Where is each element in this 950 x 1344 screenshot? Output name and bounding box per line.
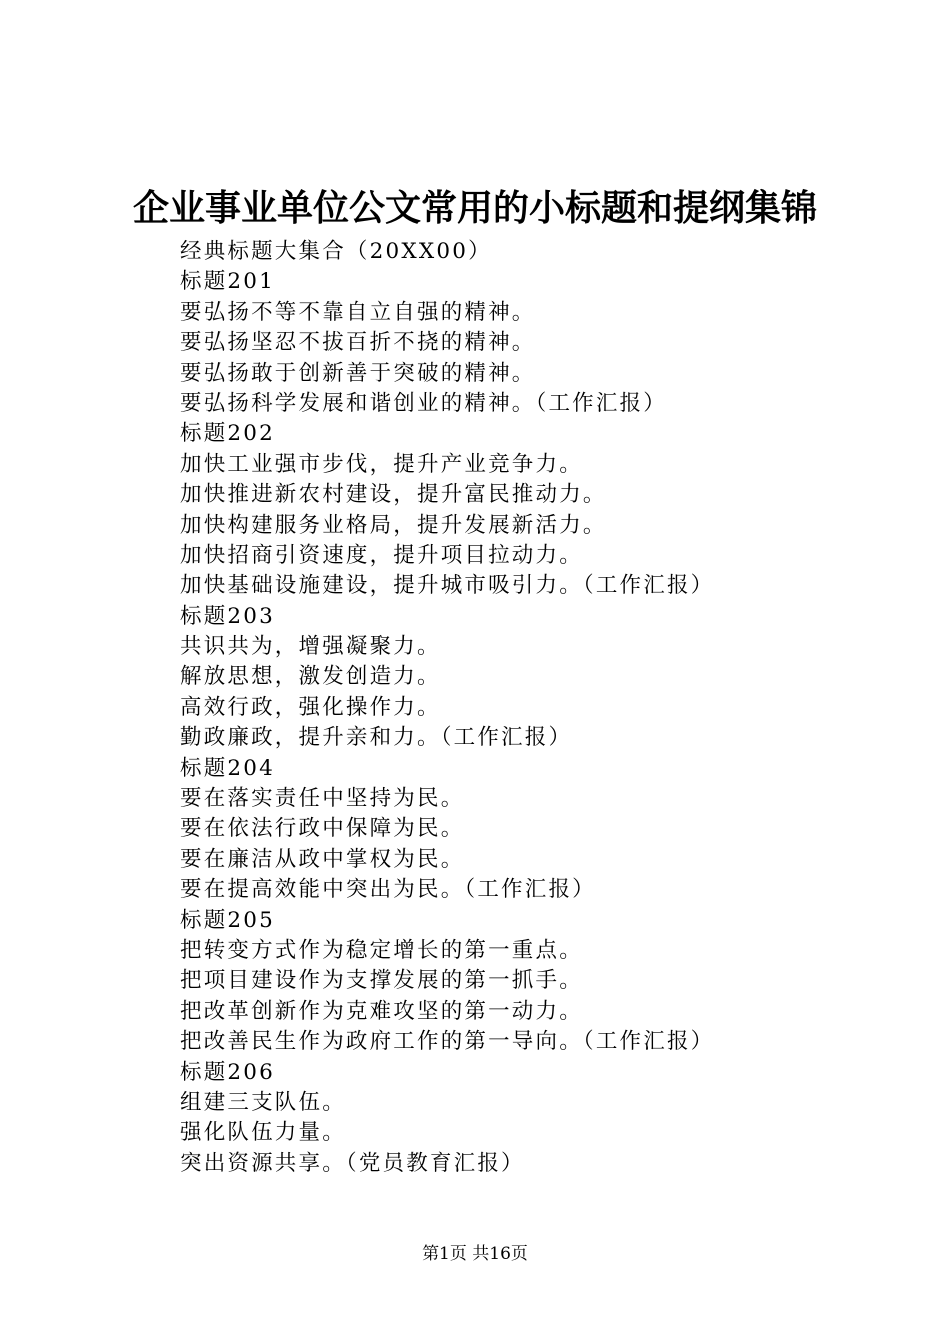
body-line: 把转变方式作为稳定增长的第一重点。 xyxy=(180,937,583,963)
body-line: 把改革创新作为克难攻坚的第一动力。 xyxy=(180,998,583,1024)
document-body xyxy=(180,237,920,1179)
body-line: 把改善民生作为政府工作的第一导向。（工作汇报） xyxy=(180,1029,715,1055)
body-line: 加快工业强市步伐，提升产业竞争力。 xyxy=(180,451,583,477)
body-line: 加快推进新农村建设，提升富民推动力。 xyxy=(180,482,607,508)
section-heading: 标题204 xyxy=(180,755,276,781)
body-line: 要弘扬不等不靠自立自强的精神。 xyxy=(180,299,536,325)
body-line: 要在依法行政中保障为民。 xyxy=(180,816,465,842)
body-line: 经典标题大集合（20XX00） xyxy=(180,239,492,264)
body-line: 要弘扬坚忍不拔百折不挠的精神。 xyxy=(180,330,536,356)
body-line: 加快构建服务业格局，提升发展新活力。 xyxy=(180,512,607,538)
body-line: 高效行政，强化操作力。 xyxy=(180,694,441,720)
body-line: 强化队伍力量。 xyxy=(180,1120,346,1146)
section-heading: 标题201 xyxy=(180,269,276,295)
body-line: 要弘扬科学发展和谐创业的精神。（工作汇报） xyxy=(180,390,667,416)
body-line: 把项目建设作为支撑发展的第一抓手。 xyxy=(180,968,583,994)
body-line: 共识共为，增强凝聚力。 xyxy=(180,634,441,660)
body-line: 解放思想，激发创造力。 xyxy=(180,664,441,690)
body-line: 要在落实责任中坚持为民。 xyxy=(180,786,465,812)
body-line: 突出资源共享。（党员教育汇报） xyxy=(180,1150,525,1176)
body-line: 要在提高效能中突出为民。（工作汇报） xyxy=(180,877,596,903)
body-line: 加快基础设施建设，提升城市吸引力。（工作汇报） xyxy=(180,573,715,599)
document-title: 企业事业单位公文常用的小标题和提纲集锦 xyxy=(132,187,817,229)
section-heading: 标题206 xyxy=(180,1059,276,1085)
body-line: 要弘扬敢于创新善于突破的精神。 xyxy=(180,360,536,386)
body-line: 勤政廉政，提升亲和力。（工作汇报） xyxy=(180,725,573,751)
section-heading: 标题205 xyxy=(180,907,276,933)
section-heading: 标题202 xyxy=(180,421,276,447)
page-footer: 第1页 共16页 xyxy=(422,1244,528,1264)
body-line: 要在廉洁从政中掌权为民。 xyxy=(180,846,465,872)
section-heading: 标题203 xyxy=(180,603,276,629)
body-line: 组建三支队伍。 xyxy=(180,1089,346,1115)
body-line: 加快招商引资速度，提升项目拉动力。 xyxy=(180,542,583,568)
